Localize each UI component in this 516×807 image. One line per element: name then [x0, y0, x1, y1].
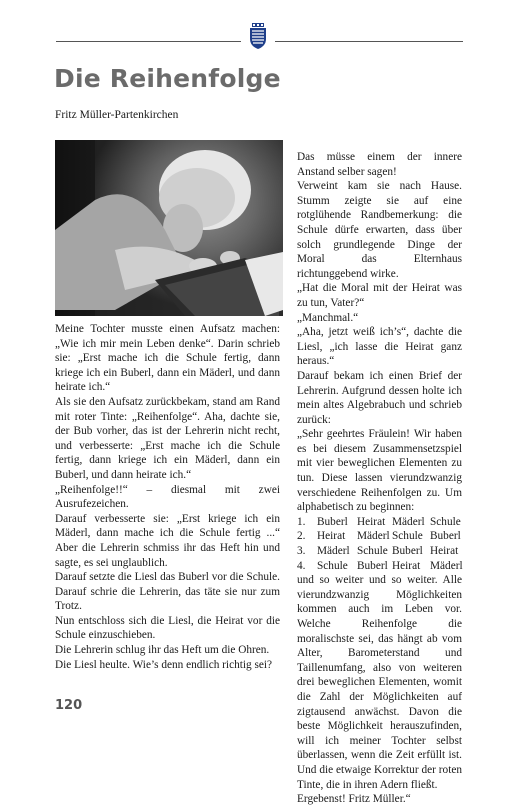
paragraph: Ergebenst! Fritz Müller.“ — [297, 793, 411, 806]
table-cell: Heirat — [317, 530, 346, 543]
table-cell: Mäderl — [392, 515, 425, 528]
paragraph: Als sie den Aufsatz zurückbekam, stand am Rand mit roter Tinte: „Reihenfolge“. Aha, dachte sie, der Bub vorher, das ist der Lehrerin nicht recht, und verbesserte: „Erst mache ich die Schule fertig, dann kriege ich ein Mäderl, dann ein Buberl, und dann heirate ich.“ — [55, 395, 280, 481]
paragraph: „Sehr geehrtes Fräulein! Wir haben es bei diesem Zusammensetzspiel mit vier beweglichen Elementen zu tun. Diese lassen vierundzwanzig verschiedene Reihenfolgen zu. Um alphabetisch zu beginnen: — [297, 428, 462, 514]
paragraph: „Manchmal.“ — [297, 311, 359, 324]
table-cell: Heirat — [357, 515, 386, 528]
paragraph: „Hat die Moral mit der Heirat was zu tun, Vater?“ — [297, 282, 462, 309]
table-cell: Mäderl — [357, 530, 390, 543]
paragraph: „Reihenfolge!!“ – diesmal mit zwei Ausrufezeichen. — [55, 483, 280, 511]
paragraph: „Aha, jetzt weiß ich’s“, dachte die Liesl, „ich lasse die Heirat ganz heraus.“ — [297, 326, 462, 368]
paragraph: Das müsse einem der innere Anstand selber sagen! — [297, 151, 462, 178]
paragraph: Darauf setzte die Liesl das Buberl vor die Schule. Darauf schrie die Lehrerin, das täte sie nur zum Trotz. — [55, 571, 280, 613]
table-cell: Buberl — [317, 515, 348, 528]
header-rule-left — [56, 41, 241, 42]
table-cell: Mäderl — [317, 545, 350, 558]
paragraph: Darauf bekam ich einen Brief der Lehrerin. Aufgrund dessen holte ich mein altes Algebrabuch und schrieb zurück: — [297, 369, 462, 426]
paragraph: Die Liesl heulte. Wie’s denn endlich richtig sei? — [55, 658, 273, 671]
table-cell: 4. — [297, 559, 306, 572]
sequence-table — [297, 515, 462, 573]
table-cell: 2. — [297, 530, 306, 543]
table-cell: Heirat — [392, 559, 421, 572]
table-cell: 1. — [297, 515, 306, 528]
paragraph: und so weiter und so weiter. Alle vierundzwanzig Möglichkeiten kommen auch im Leben vor. Welche Reihenfolge die moralischste sei, das hängt ab vom Alter, Barometerstand und Taillenumfang, also von weiteren drei beweglichen Elementen, womit die Zahl der Möglichkeiten auf zigtausend anwächst. Davon die beste Möglichkeit herauszufinden, will ich meiner Tochter selbst überlassen, wenn die Zeit erfüllt ist. Und die etwaige Korrektur der roten Tinte, die in ihren Adern fließt. — [297, 574, 462, 791]
article-title: Die Reihenfolge — [54, 64, 281, 93]
table-cell: Heirat — [430, 545, 459, 558]
paragraph: Die Lehrerin schlug ihr das Heft um die Ohren. — [55, 644, 270, 657]
table-cell: Buberl — [392, 545, 423, 558]
coat-of-arms-icon — [249, 23, 267, 49]
paragraph: Meine Tochter musste einen Aufsatz machen: „Wie ich mir mein Leben denke“. Darin schrieb sie: „Erst mache ich die Schule fertig, dann kriege ich ein Buberl, dann ein Mäderl, und dann heirate ich.“ — [55, 323, 280, 394]
paragraph: Darauf verbesserte sie: „Erst kriege ich ein Mäderl, dann mache ich die Schule fertig ...“ Aber die Lehrerin schmiss ihr das Heft hin und sagte, es sei unglaublich. — [55, 512, 280, 569]
table-cell: Buberl — [357, 559, 388, 572]
paragraph: Verweint kam sie nach Hause. Stumm zeigte sie auf eine rotglühende Randbemerkung: die Schule dürfe erwarten, dass über solch grundlegende Dinge der Moral das Elternhaus richtunggebend wirke. — [297, 180, 462, 280]
table-cell: Schule — [392, 530, 423, 543]
table-cell: 3. — [297, 545, 306, 558]
table-cell: Mäderl — [430, 559, 463, 572]
left-column — [55, 322, 280, 672]
table-cell: Schule — [357, 545, 388, 558]
page-number: 120 — [55, 698, 83, 713]
child-writing-photo — [55, 140, 283, 316]
table-cell: Schule — [430, 515, 461, 528]
article-author: Fritz Müller-Partenkirchen — [55, 109, 179, 121]
paragraph: Nun entschloss sich die Liesl, die Heirat vor die Schule einzuschieben. — [55, 614, 280, 642]
table-cell: Buberl — [430, 530, 461, 543]
right-column — [297, 150, 462, 807]
header-rule-right — [275, 41, 463, 42]
table-cell: Schule — [317, 559, 348, 572]
